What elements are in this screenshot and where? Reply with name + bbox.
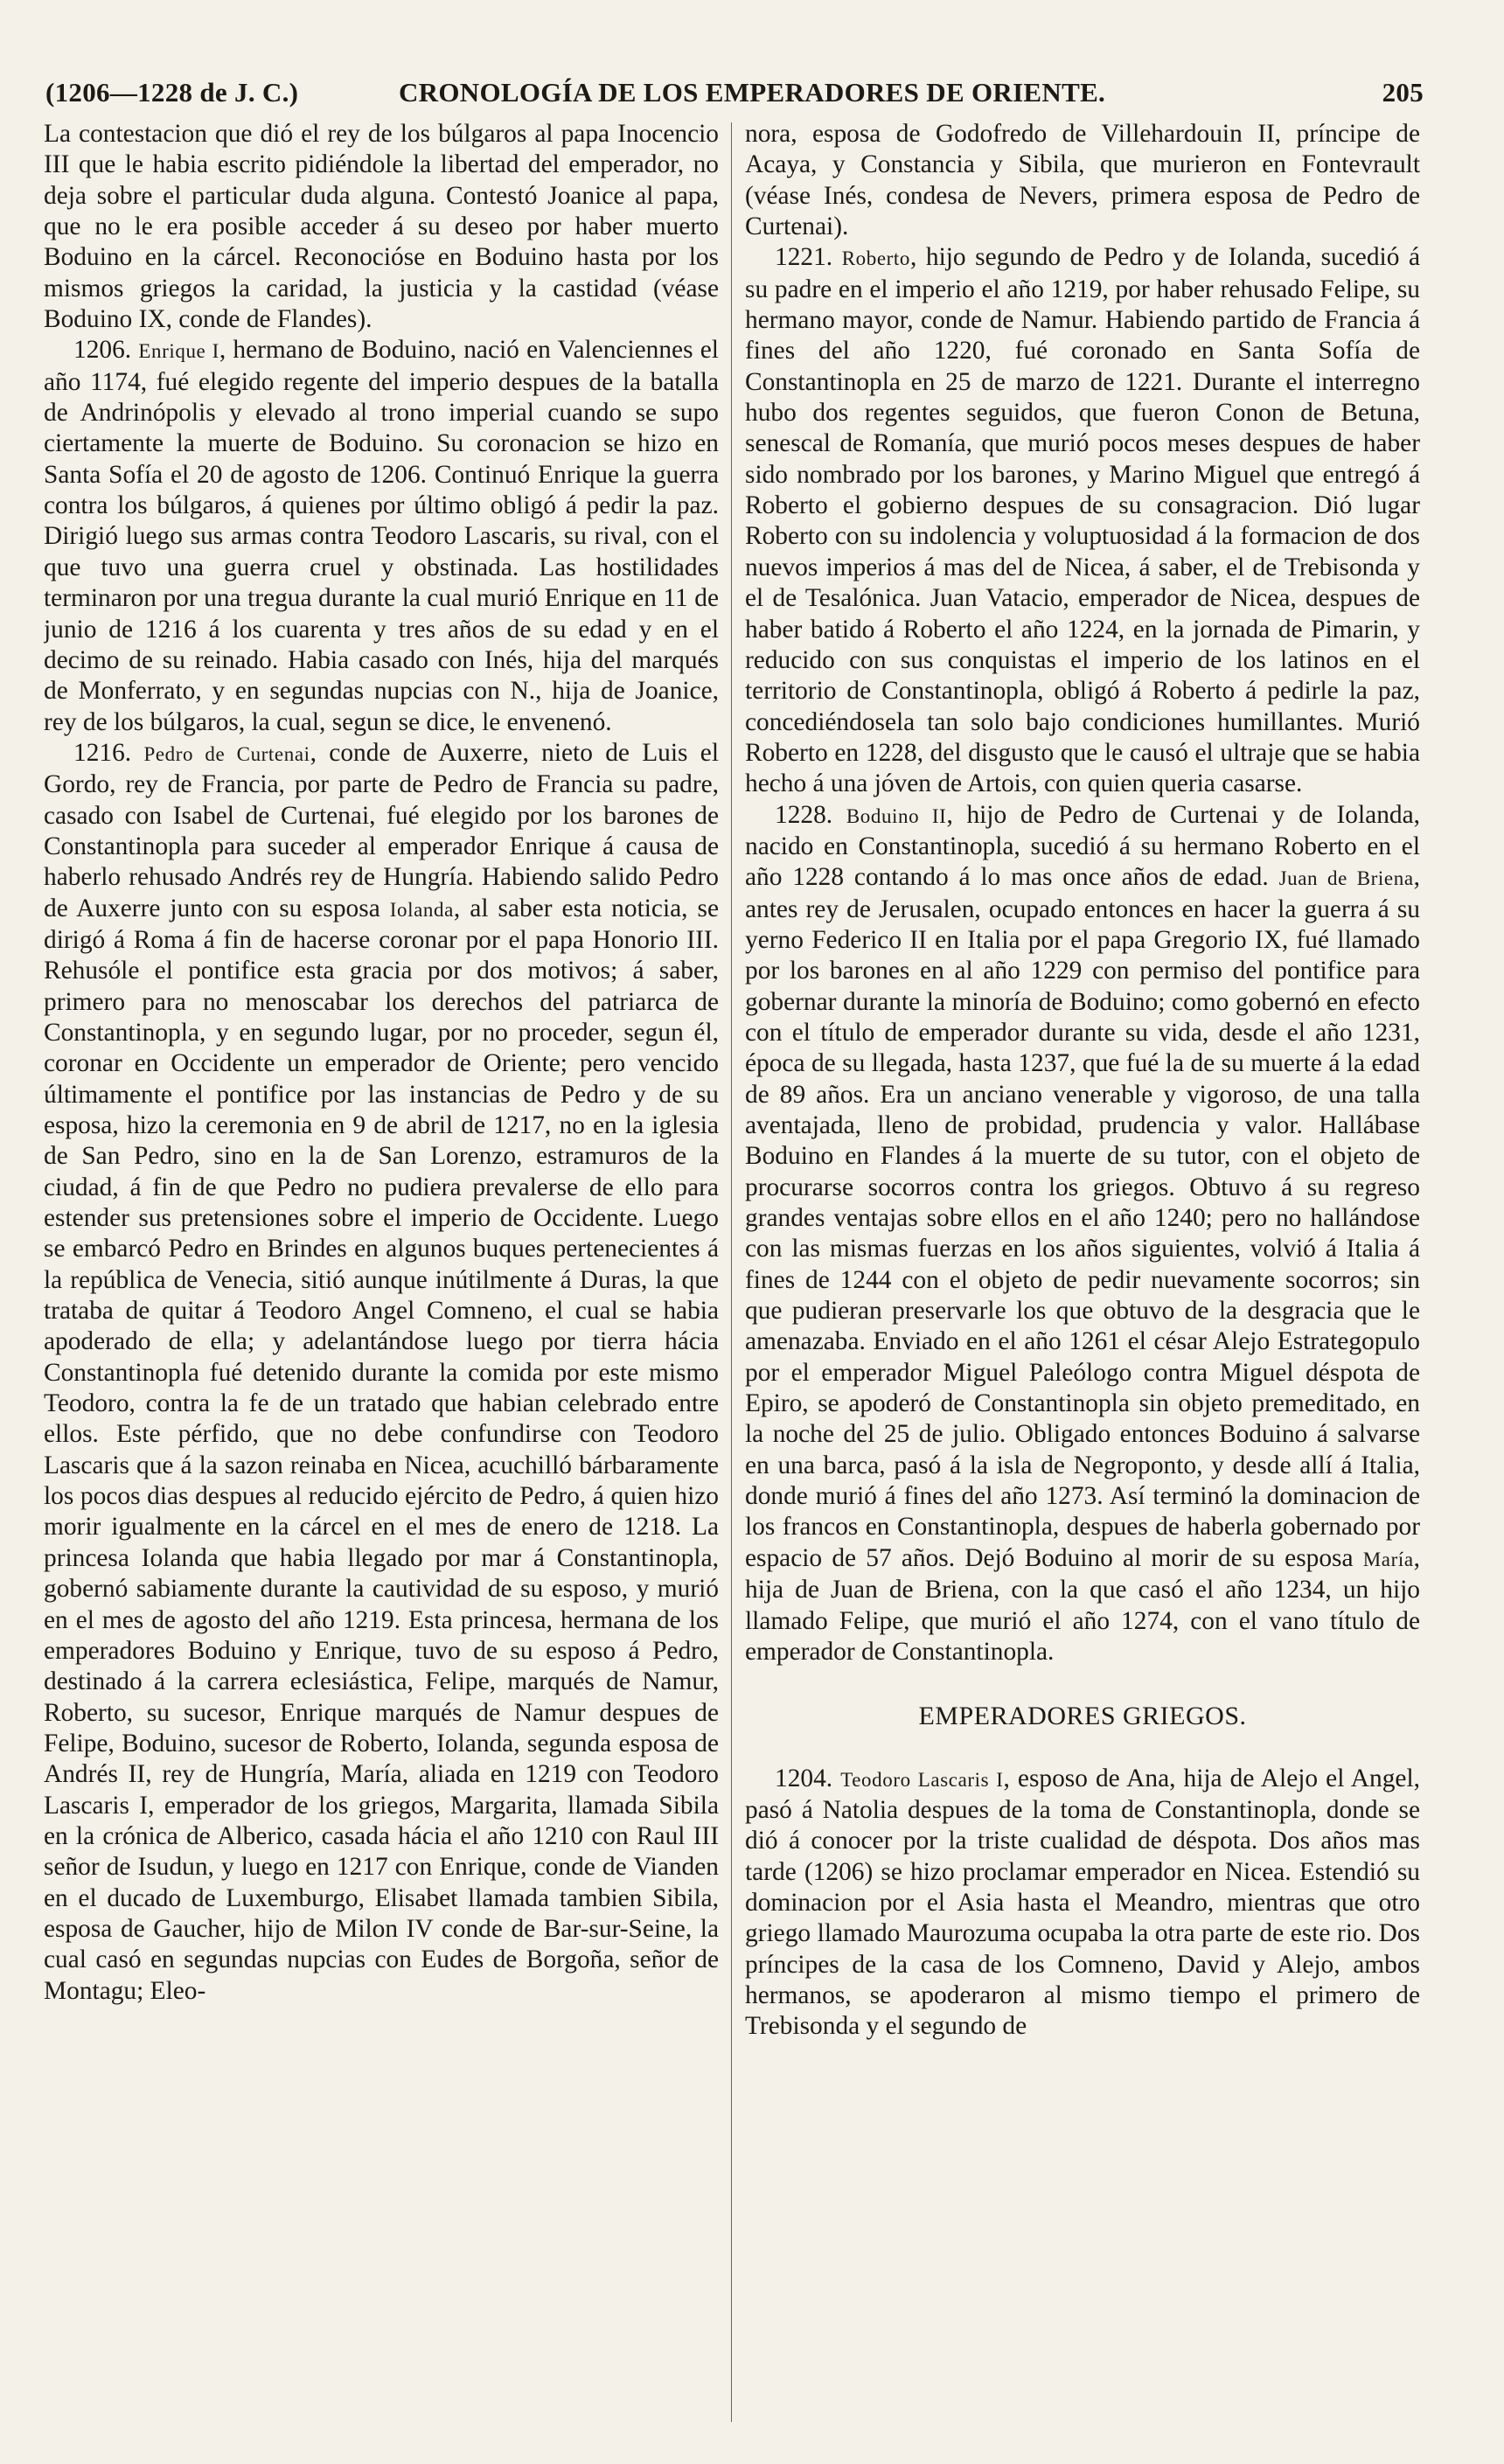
entry-enrique-i: 1206. Enrique I, hermano de Boduino, nació en Valenciennes el año 1174, fué elegido regente del imperio despues de la batalla de Andrinópolis y elevado al trono imperial cuando se supo ciertamente la muerte de Boduino. Su coronacion se hizo en Santa Sofía el 20 de agosto de 1206. Continuó Enrique la guerra contra los búlgaros, á quienes por último obligó á pedir la paz. Dirigió luego sus armas contra Teodoro Lascaris, su rival, con el que tuvo una guerra cruel y obstinada. Las hostilidades terminaron por una tregua durante la cual murió Enrique en 11 de junio de 1216 á los cuarenta y tres años de su edad y en el decimo de su reinado. Habia casado con Inés, hija del marqués de Monferrato, y en segundas nupcias con N., hija de Joanice, rey de los búlgaros, la cual, segun se dice, le envenenó. bbox=[44, 336, 719, 736]
entry-roberto: 1221. Roberto, hijo segundo de Pedro y de Iolanda, sucedió á su padre en el imperio el año 1219, por haber rehusado Felipe, su hermano mayor, conde de Namur. Habiendo partido de Francia á fines del año 1220, fué coronado en Santa Sofía de Constantinopla en 25 de marzo de 1221. Durante el interregno hubo dos regentes seguidos, que fueron Conon de Betuna, senescal de Romanía, que murió pocos meses despues de haber sido nombrado por los barones, y Marino Miguel que entregó á Roberto el gobierno despues de su consagracion. Dió lugar Roberto con su indolencia y voluptuosidad á la formacion de dos nuevos imperios á mas del de Nicea, á saber, el de Trebisonda y el de Tesalónica. Juan Vatacio, emperador de Nicea, despues de haber batido á Roberto el año 1224, en la jornada de Pimarin, y reducido con sus conquistas el imperio de los latinos en el territorio de Constantinopla, obligó á Roberto á pedirle la paz, concediéndosela tan solo bajo condiciones humillantes. Murió Roberto en 1228, del disgusto que le causó el ultraje que se habia hecho á una jóven de Artois, con quien queria casarse. bbox=[745, 243, 1420, 798]
entry-pedro-de-curtenai: 1216. Pedro de Curtenai, conde de Auxerre, nieto de Luis el Gordo, rey de Francia, por parte de Pedro de Francia su padre, casado con Isabel de Curtenai, fué elegido por los barones de Constantinopla para suceder al emperador Enrique á causa de haberlo rehusado Andrés rey de Hungría. Habiendo salido Pedro de Auxerre junto con su esposa Iolanda, al saber esta noticia, se dirigó á Roma á fin de hacerse coronar por el papa Honorio III. Rehusóle el pontifice esta gracia por dos motivos; á saber, primero para no menoscabar los derechos del patriarca de Constantinopla, y en segundo lugar, por no proceder, segun él, coronar en Occidente un emperador de Oriente; pero vencido últimamente el pontifice por las instancias de Pedro y de su esposa, hizo la ceremonia en 9 de abril de 1217, no en la iglesia de San Pedro, sino en la de San Lorenzo, estramuros de la ciudad, á fin de que Pedro no pudiera prevalerse de ello para estender sus pretensiones sobre el imperio de Occidente. Luego se embarcó Pedro en Brindes en algunos buques pertenecientes á la república de Venecia, sitió aunque inútilmente á Duras, la que trataba de quitar á Teodoro Angel Comneno, el cual se habia apoderado de ella; y adelantándose luego por tierra hácia Constantinopla fué detenido durante la comida por este mismo Teodoro, contra la fe de un tratado que habian celebrado entre ellos. Este pérfido, que no debe confundirse con Teodoro Lascaris que á la sazon reinaba en Nicea, acuchilló bárbaramente los pocos dias despues al reducido ejército de Pedro, á quien hizo morir igualmente en la cárcel en el mes de enero de 1218. La princesa Iolanda que habia llegado por mar á Constantinopla, gobernó sabiamente durante la cautividad de su esposo, y murió en el mes de agosto del año 1219. Esta princesa, hermana de los emperadores Boduino y Enrique, tuvo de su esposo á Pedro, destinado á la carrera eclesiástica, Felipe, marqués de Namur, Roberto, su sucesor, Enrique marqués de Namur despues de Felipe, Boduino, sucesor de Roberto, Iolanda, segunda esposa de Andrés II, rey de Hungría, María, aliada en 1219 con Teodoro Lascaris I, emperador de los griegos, Margarita, llamada Sibila en la crónica de Alberico, casada hácia el año 1210 con Raul III señor de Isudun, y luego en 1217 con Enrique, conde de Vianden en el ducado de Luxemburgo, Elisabet llamada tambien Sibila, esposa de Gaucher, hijo de Milon IV conde de Bar-sur-Seine, la cual casó en segundas nupcias con Eudes de Borgoña, señor de Montagu; Eleo- bbox=[44, 738, 719, 2005]
entry-name: Teodoro Lascaris I bbox=[840, 1768, 1004, 1791]
left-column bbox=[44, 119, 719, 2427]
section-title: EMPERADORES GRIEGOS. bbox=[918, 1702, 1247, 1731]
page-header bbox=[45, 77, 1424, 112]
entry-year: 1216. bbox=[73, 738, 132, 767]
person-name: Juan de Briena bbox=[1278, 867, 1414, 890]
entry-teodoro-lascaris-i: 1204. Teodoro Lascaris I, esposo de Ana, hija de Alejo el Angel, pasó á Natolia despues de la toma de Constantinopla, donde se dió á conocer por la triste cualidad de déspota. Dos años mas tarde (1206) se hizo proclamar emperador en Nicea. Estendió su dominacion por el Asia hasta el Meandro, mientras que otro griego llamado Maurozuma ocupaba la otra parte de este rio. Dos príncipes de la casa de los Comneno, David y Alejo, ambos hermanos, se apoderaron al mismo tiempo el primero de Trebisonda y el segundo de bbox=[745, 1764, 1420, 2041]
running-title: CRONOLOGÍA DE LOS EMPERADORES DE ORIENTE. bbox=[399, 77, 1106, 108]
entry-year: 1206. bbox=[73, 336, 132, 365]
person-name: Iolanda bbox=[389, 898, 454, 921]
right-column bbox=[745, 119, 1420, 2427]
paragraph-continuation: La contestacion que dió el rey de los búlgaros al papa Inocencio III que le habia escrito pidiéndole la libertad del emperador, no deja sobre el particular duda alguna. Contestó Joanice al papa, que no le era posible acceder á su deseo por haber muerto Boduino en la cárcel. Reconocióse en Boduino hasta por los mismos griegos la caridad, la justicia y la castidad (véase Boduino IX, conde de Flandes). bbox=[44, 120, 719, 334]
entry-year: 1228. bbox=[775, 800, 833, 829]
paragraph-continuation: nora, esposa de Godofredo de Villehardouin II, príncipe de Acaya, y Constancia y Sibila, que murieron en Fontevrault (véase Inés, condesa de Nevers, primera esposa de Pedro de Curtenai). bbox=[745, 120, 1420, 241]
entry-year: 1221. bbox=[775, 243, 833, 272]
person-name: María bbox=[1362, 1548, 1414, 1570]
entry-name: Boduino II bbox=[846, 804, 947, 827]
entry-name: Roberto bbox=[841, 247, 910, 270]
column-divider bbox=[731, 122, 732, 2422]
page-number: 205 bbox=[1382, 77, 1424, 108]
entry-name: Pedro de Curtenai bbox=[143, 742, 310, 765]
entry-boduino-ii: 1228. Boduino II, hijo de Pedro de Curtenai y de Iolanda, nacido en Constantinopla, sucedió á su hermano Roberto en el año 1228 contando á lo mas once años de edad. Juan de Briena, antes rey de Jerusalen, ocupado entonces en hacer la guerra á su yerno Federico II en Italia por el papa Gregorio IX, fué llamado por los barones en al año 1229 con permiso del pontifice para gobernar durante la minoría de Boduino; como gobernó en efecto con el título de emperador durante su vida, desde el año 1231, época de su llegada, hasta 1237, que fué la de su muerte á la edad de 89 años. Era un anciano venerable y vigoroso, de una talla aventajada, lleno de probidad, prudencia y valor. Hallábase Boduino en Flandes á la muerte de su tutor, con el objeto de procurarse socorros contra los griegos. Obtuvo á su regreso grandes ventajas sobre ellos en el año 1240; pero no hallándose con las mismas fuerzas en los años siguientes, volvió á Italia á fines de 1244 con el objeto de pedir nuevamente socorros; sin que pudieran preservarle los que obtuvo de la desgracia que le amenazaba. Enviado en el año 1261 el césar Alejo Estrategopulo por el emperador Miguel Paleólogo contra Miguel déspota de Epiro, se apoderó de Constantinopla sin objeto premeditado, en la noche del 25 de julio. Obligado entonces Boduino á salvarse en una barca, pasó á la isla de Negroponto, y desde allí á Italia, donde murió á fines del año 1273. Así terminó la dominacion de los francos en Constantinopla, despues de haberla gobernado por espacio de 57 años. Dejó Boduino al morir de su esposa María, hija de Juan de Briena, con la que casó el año 1234, un hijo llamado Felipe, que murió el año 1274, con el vano título de emperador de Constantinopla. bbox=[745, 800, 1420, 1666]
header-date-range: (1206—1228 de J. C.) bbox=[45, 77, 299, 108]
entry-name: Enrique I bbox=[138, 340, 219, 363]
entry-year: 1204. bbox=[775, 1764, 833, 1792]
